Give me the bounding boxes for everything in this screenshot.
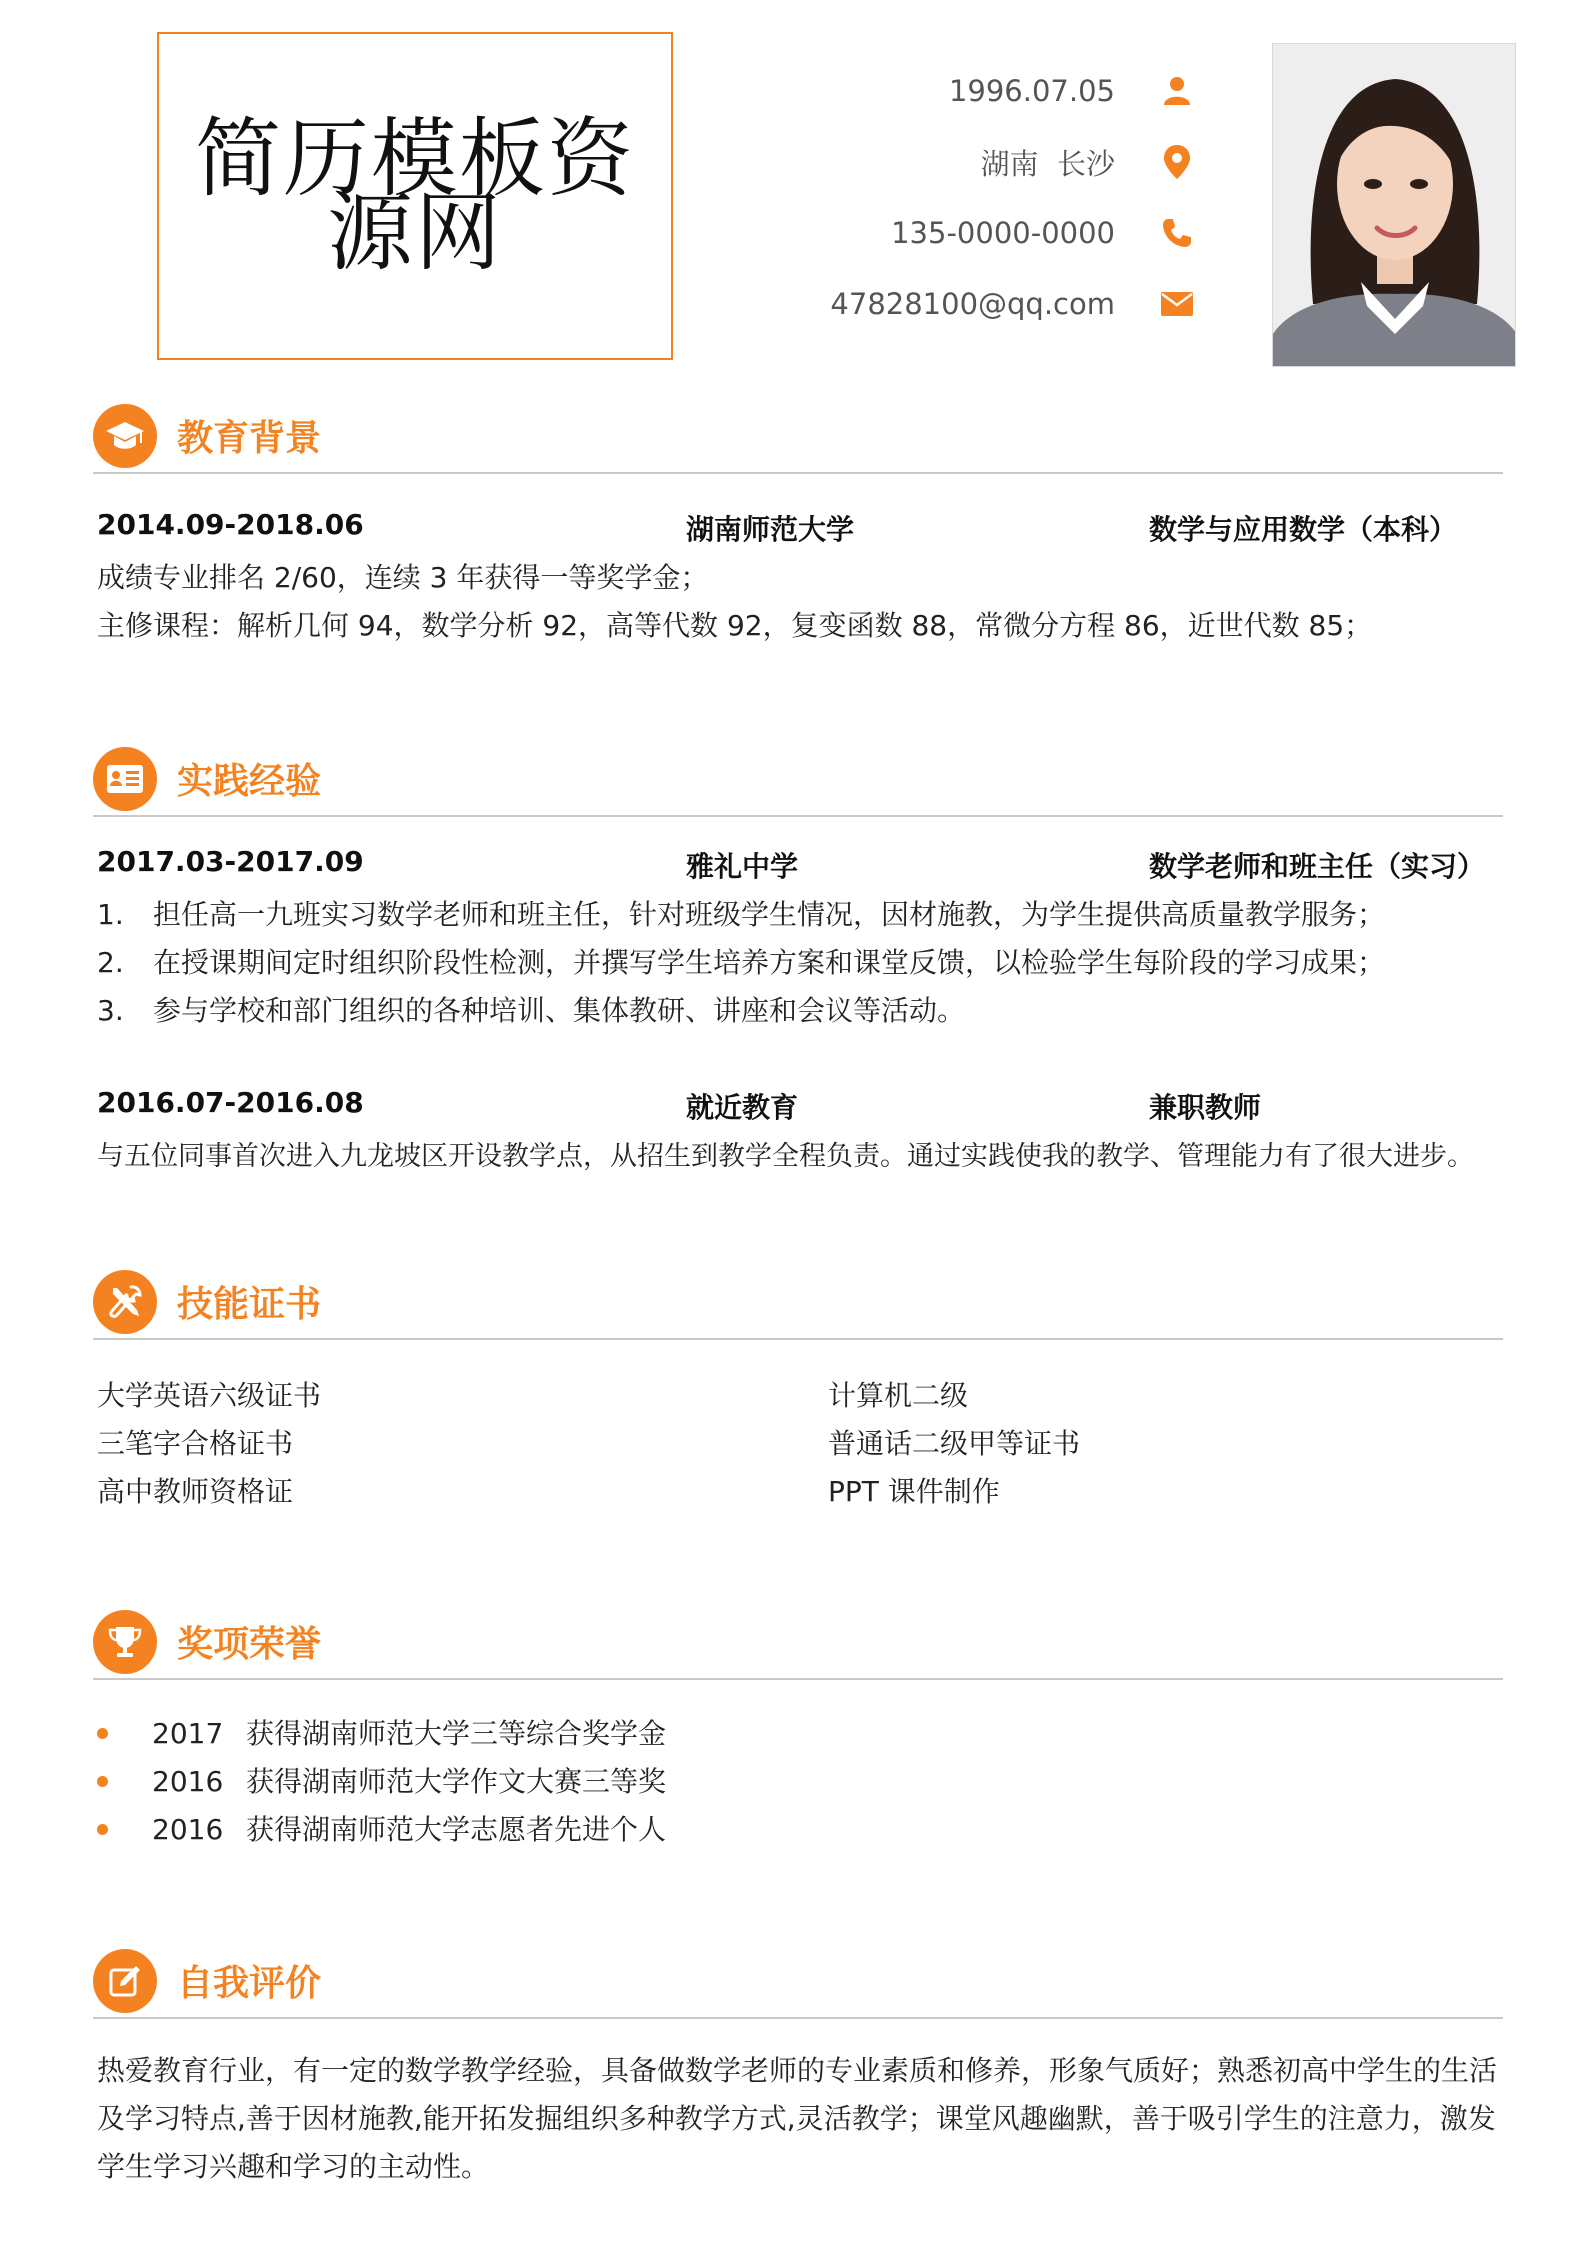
contact-location [639, 134, 1199, 190]
education-major: 数学与应用数学（本科） [1149, 513, 1458, 546]
job-description: 与五位同事首次进入九龙坡区开设教学点，从招生到教学全程负责。通过实践使我的教学、管理能力有了很大进步。 [97, 1141, 1474, 1172]
section-education [93, 404, 1503, 474]
resume-name: 简历模板资源网 [195, 109, 635, 283]
section-title-self-evaluation: 自我评价 [177, 1963, 322, 2004]
skill-item: 高中教师资格证 [97, 1475, 294, 1508]
phone-text: 135-0000-0000 [891, 216, 1115, 250]
contact-email [639, 276, 1199, 332]
award-text: 获得湖南师范大学作文大赛三等奖 [246, 1765, 667, 1798]
contact-birthdate [639, 63, 1199, 119]
birthdate-text: 1996.07.05 [948, 74, 1115, 108]
name-box [157, 32, 673, 360]
award-year: 2017 [152, 1717, 224, 1750]
education-period: 2014.09-2018.06 [97, 508, 364, 541]
job-period: 2016.07-2016.08 [97, 1086, 364, 1119]
section-awards [93, 1610, 1503, 1680]
list-number: 1. [97, 898, 124, 931]
skill-item: 三笔字合格证书 [97, 1427, 294, 1460]
award-text: 获得湖南师范大学志愿者先进个人 [246, 1813, 667, 1846]
graduation-cap-icon [93, 404, 157, 468]
section-divider [93, 472, 1503, 474]
location-pin-icon [1155, 140, 1199, 184]
self-evaluation-text: 热爱教育行业，有一定的数学教学经验，具备做数学老师的专业素质和修养，形象气质好；熟悉初高中学生的生活及学习特点,善于因材施教,能开拓发掘组织多种教学方式,灵活教学；课堂风趣幽默，善于吸引学生的注意力，激发学生学习兴趣和学习的主动性。 [97, 2054, 1498, 2183]
award-item [97, 1808, 666, 1848]
section-title-education: 教育背景 [177, 418, 322, 459]
bullet-dot [97, 1776, 108, 1787]
award-item [97, 1760, 666, 1800]
section-title-awards: 奖项荣誉 [177, 1624, 322, 1665]
education-line: 主修课程：解析几何 94，数学分析 92，高等代数 92，复变函数 88，常微分方程 86，近世代数 85； [97, 609, 1373, 642]
section-self-evaluation [93, 1949, 1503, 2019]
contact-phone [639, 205, 1199, 261]
job-org: 雅礼中学 [686, 850, 799, 883]
education-school: 湖南师范大学 [686, 513, 855, 546]
job-role: 兼职教师 [1149, 1091, 1262, 1124]
skill-item: 大学英语六级证书 [97, 1379, 322, 1412]
section-divider [93, 2017, 1503, 2019]
job-period: 2017.03-2017.09 [97, 845, 364, 878]
list-text: 担任高一九班实习数学老师和班主任，针对班级学生情况，因材施教，为学生提供高质量教学服务； [153, 898, 1386, 931]
section-experience [93, 747, 1503, 817]
award-item [97, 1712, 666, 1752]
person-icon [1155, 69, 1199, 113]
tools-icon [93, 1270, 157, 1334]
experience-row [97, 845, 1507, 885]
award-text: 获得湖南师范大学三等综合奖学金 [246, 1717, 667, 1750]
award-year: 2016 [152, 1765, 224, 1798]
list-item [97, 989, 965, 1029]
award-year: 2016 [152, 1813, 224, 1846]
education-row [97, 508, 1507, 548]
section-title-skills: 技能证书 [177, 1284, 322, 1325]
bullet-dot [97, 1728, 108, 1739]
bullet-dot [97, 1824, 108, 1835]
phone-icon [1155, 211, 1199, 255]
list-number: 3. [97, 994, 124, 1027]
location-text: 湖南 长沙 [980, 146, 1115, 181]
experience-row [97, 1086, 1507, 1126]
job-org: 就近教育 [686, 1091, 799, 1124]
section-divider [93, 1338, 1503, 1340]
portrait-photo [1272, 43, 1516, 367]
skill-item: 普通话二级甲等证书 [828, 1427, 1081, 1460]
trophy-icon [93, 1610, 157, 1674]
education-line: 成绩专业排名 2/60，连续 3 年获得一等奖学金； [97, 561, 709, 594]
edit-pencil-icon [93, 1949, 157, 2013]
profile-card-icon [93, 747, 157, 811]
email-text: 47828100@qq.com [830, 287, 1115, 321]
list-item [97, 893, 1385, 933]
section-title-experience: 实践经验 [177, 761, 322, 802]
list-number: 2. [97, 946, 124, 979]
section-divider [93, 1678, 1503, 1680]
skill-item: PPT 课件制作 [828, 1475, 1000, 1508]
section-skills [93, 1270, 1503, 1340]
section-divider [93, 815, 1503, 817]
list-text: 在授课期间定时组织阶段性检测，并撰写学生培养方案和课堂反馈，以检验学生每阶段的学习成果； [153, 946, 1386, 979]
skill-item: 计算机二级 [828, 1379, 969, 1412]
list-item [97, 941, 1385, 981]
list-text: 参与学校和部门组织的各种培训、集体教研、讲座和会议等活动。 [153, 994, 966, 1027]
job-role: 数学老师和班主任（实习） [1149, 850, 1486, 883]
envelope-icon [1155, 282, 1199, 326]
